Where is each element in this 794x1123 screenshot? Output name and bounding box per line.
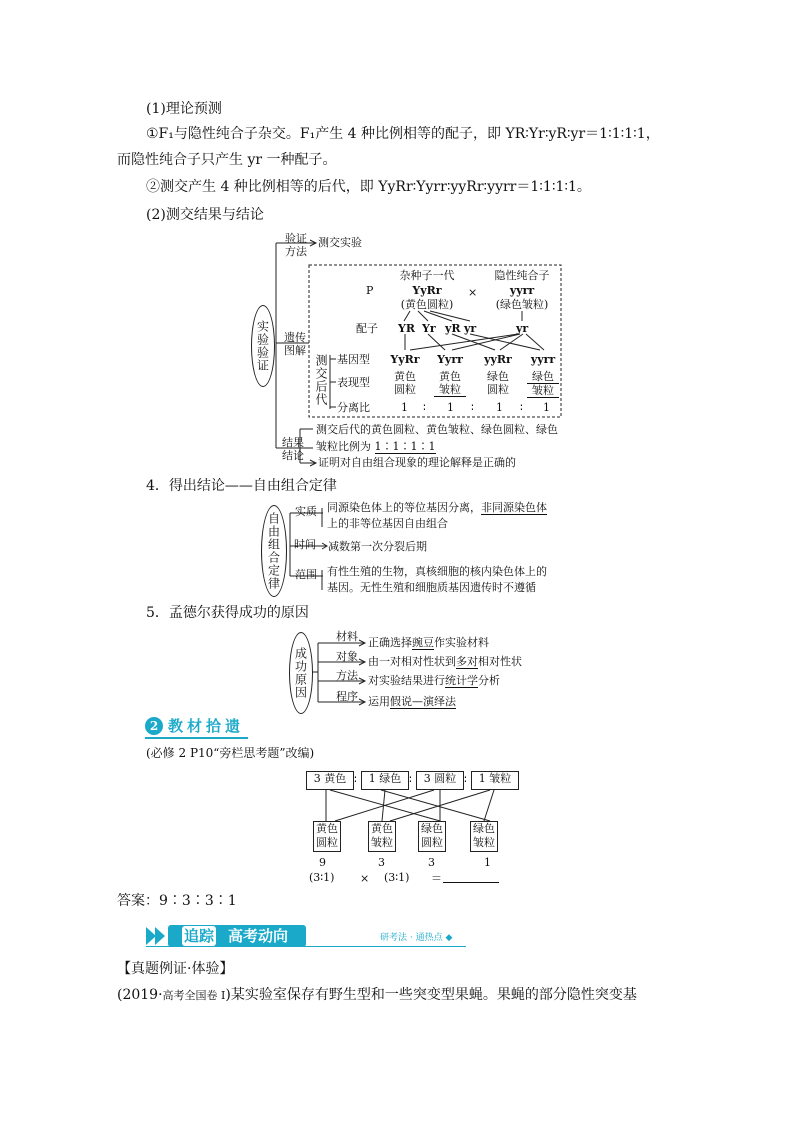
material-text: 正确选择豌豆作实验材料: [368, 636, 489, 649]
hybrid-genotype: YyRr: [412, 284, 442, 297]
recessive-phenotype: (绿色皱粒): [495, 298, 549, 311]
section-4-title: 4．得出结论——自由组合定律: [146, 478, 337, 494]
banner: [146, 925, 466, 947]
offspring-phenotype: 绿色 皱粒: [527, 370, 559, 398]
essence-line-1: 同源染色体上的等位基因分离，非同源染色体: [327, 501, 547, 514]
experiment-oval: 实验验证: [251, 305, 275, 387]
source-note: (必修 2 P10“旁栏思考题”改编): [146, 746, 315, 760]
offspring-genotype: yyrr: [530, 353, 556, 366]
procedure-label: 程序: [336, 690, 358, 703]
textbook-number-badge: 2: [145, 717, 163, 735]
p-label: P: [366, 284, 374, 297]
ratio-value: 1: [496, 401, 503, 414]
offspring-phenotype: 绿色 圆粒: [487, 370, 509, 396]
time-text: 减数第一次分裂后期: [328, 540, 427, 553]
gamete-yR: yR: [445, 322, 461, 335]
success-reason-oval: 成功原因: [289, 632, 313, 714]
combo-box: 黄色 圆粒: [313, 821, 341, 852]
exam-text: (2019·高考全国卷 Ⅰ)某实验室保存有野生型和一些突变型果蝇。果蝇的部分隐性突变基: [117, 987, 637, 1003]
gamete-Yr: Yr: [422, 322, 436, 335]
conclusion-line-3: 证明对自由组合现象的理论解释是正确的: [318, 456, 516, 469]
verify-method-label: 验证 方法: [285, 232, 307, 258]
combo-box: 绿色 圆粒: [418, 821, 446, 852]
conclusion-line-1: 测交后代的黄色圆粒、黄色皱粒、绿色圆粒、绿色: [316, 423, 558, 436]
banner-a: 追踪: [184, 927, 215, 945]
count: 3: [428, 856, 435, 869]
answer-blank: [443, 882, 499, 883]
ratio-colon: ∶: [520, 401, 523, 414]
essence-label: 实质: [295, 505, 317, 518]
procedure-text: 运用假说—演绎法: [368, 695, 456, 708]
offspring-genotype: Yyrr: [437, 353, 463, 366]
combo-box: 绿色 皱粒: [470, 821, 498, 852]
colon: ∶: [464, 773, 467, 786]
theory-paragraph-1: ①F₁与隐性纯合子杂交。F₁产生 4 种比例相等的配子，即 YR∶Yr∶yR∶yr＝1∶1∶1∶1，: [146, 126, 660, 142]
textbook-title: 教材拾遗: [168, 717, 245, 735]
colon: ∶: [354, 773, 357, 786]
banner-rule: [146, 946, 466, 947]
ratio-colon: ∶: [471, 401, 474, 414]
genotype-label: 基因型: [337, 353, 370, 366]
scope-label: 范围: [295, 568, 317, 581]
conclusion-label: 结果 结论: [282, 436, 304, 462]
offspring-genotype: yyRr: [484, 353, 512, 366]
hybrid-phenotype: (黄色圆粒): [400, 298, 454, 311]
offspring-phenotype: 黄色 圆粒: [394, 370, 416, 396]
textbook-underline: [145, 737, 248, 739]
testcross-text: 测交实验: [318, 236, 362, 249]
top-box-round: 3 圆粒: [416, 771, 464, 790]
object-text: 由一对相对性状到多对相对性状: [368, 655, 522, 668]
time-label: 时间: [294, 538, 316, 551]
banner-b: 高考动向: [228, 927, 289, 945]
hybrid-label: 杂种子一代: [399, 269, 455, 282]
recessive-label: 隐性纯合子: [494, 269, 550, 282]
equals-symbol: ＝: [431, 872, 442, 885]
offspring-genotype: YyRr: [390, 353, 420, 366]
free-combination-oval: 自由组合定律: [261, 505, 287, 597]
count: 9: [319, 856, 326, 869]
gamete-label: 配子: [356, 322, 378, 335]
top-box-wrinkled: 1 皱粒: [471, 771, 519, 790]
answer: 答案：9∶3∶3∶1: [117, 893, 237, 909]
colon: ∶: [409, 773, 412, 786]
scope-line-2: 基因。无性生殖和细胞质基因遗传时不遵循: [327, 581, 536, 594]
top-box-green: 1 绿色: [361, 771, 409, 790]
essence-line-2: 上的非等位基因自由组合: [327, 517, 448, 530]
chevron-icon: [155, 927, 165, 945]
count: 3: [378, 856, 385, 869]
ratio-label: 分离比: [337, 401, 370, 414]
factor-color: (3∶1): [309, 871, 335, 884]
count: 1: [484, 856, 491, 869]
factor-shape: (3∶1): [384, 871, 410, 884]
ratio-colon: ∶: [423, 401, 426, 414]
theory-title: (1)理论预测: [146, 101, 222, 117]
top-box-yellow: 3 黄色: [306, 771, 354, 790]
times-symbol: ×: [360, 872, 370, 885]
result-title: (2)测交结果与结论: [146, 207, 264, 223]
ratio-value: 1: [401, 401, 408, 414]
scope-line-1: 有性生殖的生物，真核细胞的核内染色体上的: [327, 565, 547, 578]
material-label: 材料: [336, 630, 358, 643]
method-text: 对实验结果进行统计学分析: [368, 674, 500, 687]
exam-title: 【真题例证·体验】: [117, 961, 234, 977]
banner-right: 研考法 · 通热点 ◆: [380, 933, 453, 943]
phenotype-label: 表现型: [337, 376, 370, 389]
conclusion-line-2: 皱粒比例为 1∶1∶1∶1: [316, 440, 436, 453]
method-label: 方法: [336, 669, 358, 682]
ratio-value: 1: [447, 401, 454, 414]
theory-paragraph-1-cont: 而隐性纯合子只产生 yr 一种配子。: [117, 152, 337, 168]
gamete-recessive-yr: yr: [516, 322, 529, 335]
object-label: 对象: [336, 650, 358, 663]
combo-box: 黄色 皱粒: [368, 821, 396, 852]
cross-symbol: ×: [468, 286, 478, 299]
gamete-YR: YR: [398, 322, 415, 335]
offspring-phenotype: 黄色 皱粒: [434, 370, 466, 397]
ratio-value: 1: [543, 401, 550, 414]
offspring-label: 测交后代: [314, 354, 328, 406]
section-5-title: 5．孟德尔获得成功的原因: [146, 605, 309, 621]
genetic-diagram-label: 遗传 图解: [284, 331, 306, 357]
gamete-yr: yr: [464, 322, 477, 335]
recessive-genotype: yyrr: [509, 284, 535, 297]
theory-paragraph-2: ②测交产生 4 种比例相等的后代，即 YyRr∶Yyrr∶yyRr∶yyrr＝1∶1∶1∶1。: [146, 179, 591, 195]
